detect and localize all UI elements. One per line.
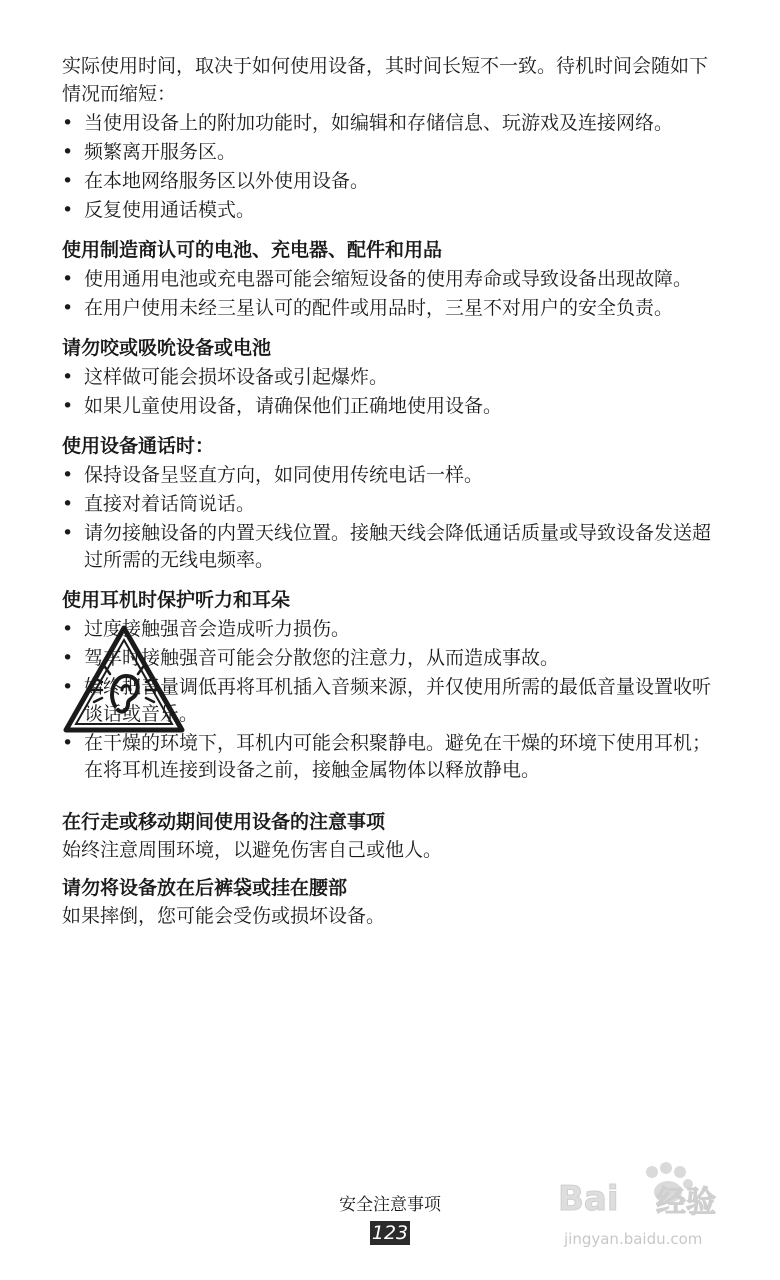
list-item: • 频繁离开服务区。 (62, 139, 722, 166)
list-item: • 在用户使用未经三星认可的配件或用品时，三星不对用户的安全负责。 (62, 295, 722, 322)
svg-text:Bai: Bai (558, 1179, 619, 1219)
list-item: • 过度接触强音会造成听力损伤。 (62, 616, 722, 643)
list-item: • 这样做可能会损坏设备或引起爆炸。 (62, 364, 722, 391)
hearing-warning-block (62, 616, 722, 784)
bullet-symbol: • (62, 297, 74, 319)
bullet-symbol: • (62, 647, 74, 669)
section-heading-calls: 使用设备通话时： (62, 435, 215, 457)
bullet-symbol: • (62, 732, 74, 754)
bullet-symbol: • (62, 522, 74, 544)
baidu-logo-watermark (556, 1158, 746, 1228)
bullet-symbol: • (62, 676, 74, 698)
list-item: • 驾车时接触强音可能会分散您的注意力，从而造成事故。 (62, 645, 722, 672)
battery-bullet-list (62, 266, 722, 322)
section-heading-battery: 使用制造商认可的电池、充电器、配件和用品 (62, 239, 443, 261)
list-item: • 当使用设备上的附加功能时，如编辑和存储信息、玩游戏及连接网络。 (62, 110, 722, 137)
bullet-symbol: • (62, 141, 74, 163)
pocket-text: 如果摔倒，您可能会受伤或损坏设备。 (62, 905, 386, 927)
bullet-symbol: • (62, 199, 74, 221)
bullet-symbol: • (62, 395, 74, 417)
list-item: • 在本地网络服务区以外使用设备。 (62, 168, 722, 195)
bullet-symbol: • (62, 112, 74, 134)
bullet-symbol: • (62, 366, 74, 388)
section-heading-walking: 在行走或移动期间使用设备的注意事项 (62, 811, 386, 833)
bullet-symbol: • (62, 618, 74, 640)
walking-text: 始终注意周围环境，以避免伤害自己或他人。 (62, 839, 443, 861)
hearing-bullet-list (62, 616, 722, 784)
section-heading-bite: 请勿咬或吸吮设备或电池 (62, 337, 272, 359)
list-item: • 请勿接触设备的内置天线位置。接触天线会降低通话质量或导致设备发送超过所需的无线电频率。 (62, 522, 712, 571)
list-item: • 如果儿童使用设备，请确保他们正确地使用设备。 (62, 393, 722, 420)
section-heading-hearing: 使用耳机时保护听力和耳朵 (62, 589, 291, 611)
bullet-symbol: • (62, 464, 74, 486)
bullet-symbol: • (62, 268, 74, 290)
page-number: 123 (371, 1222, 409, 1244)
list-item: • 直接对着话筒说话。 (62, 491, 722, 518)
list-item: • 反复使用通话模式。 (62, 197, 722, 224)
list-item: • 保持设备呈竖直方向，如同使用传统电话一样。 (62, 462, 722, 489)
baidu-watermark (556, 1158, 746, 1258)
footer-section-title: 安全注意事项 (339, 1195, 441, 1215)
bite-bullet-list (62, 364, 722, 420)
page-content (62, 52, 722, 930)
bullet-symbol: • (62, 170, 74, 192)
bullet-symbol: • (62, 493, 74, 515)
watermark-url: jingyan.baidu.com (564, 1230, 703, 1248)
section-heading-pocket: 请勿将设备放在后裤袋或挂在腰部 (62, 877, 348, 899)
svg-text:经验: 经验 (656, 1185, 716, 1220)
intro-text: 实际使用时间，取决于如何使用设备，其时间长短不一致。待机时间会随如下情况而缩短： (62, 55, 709, 105)
intro-bullet-list (62, 110, 722, 224)
list-item: • 使用通用电池或充电器可能会缩短设备的使用寿命或导致设备出现故障。 (62, 266, 722, 293)
calls-bullet-list (62, 462, 722, 574)
list-item: • 始终把音量调低再将耳机插入音频来源，并仅使用所需的最低音量设置收听谈话或音乐。 (62, 676, 712, 725)
list-item: • 在干燥的环境下，耳机内可能会积聚静电。避免在干燥的环境下使用耳机；在将耳机连接到设备之前，接触金属物体以释放静电。 (62, 732, 712, 781)
